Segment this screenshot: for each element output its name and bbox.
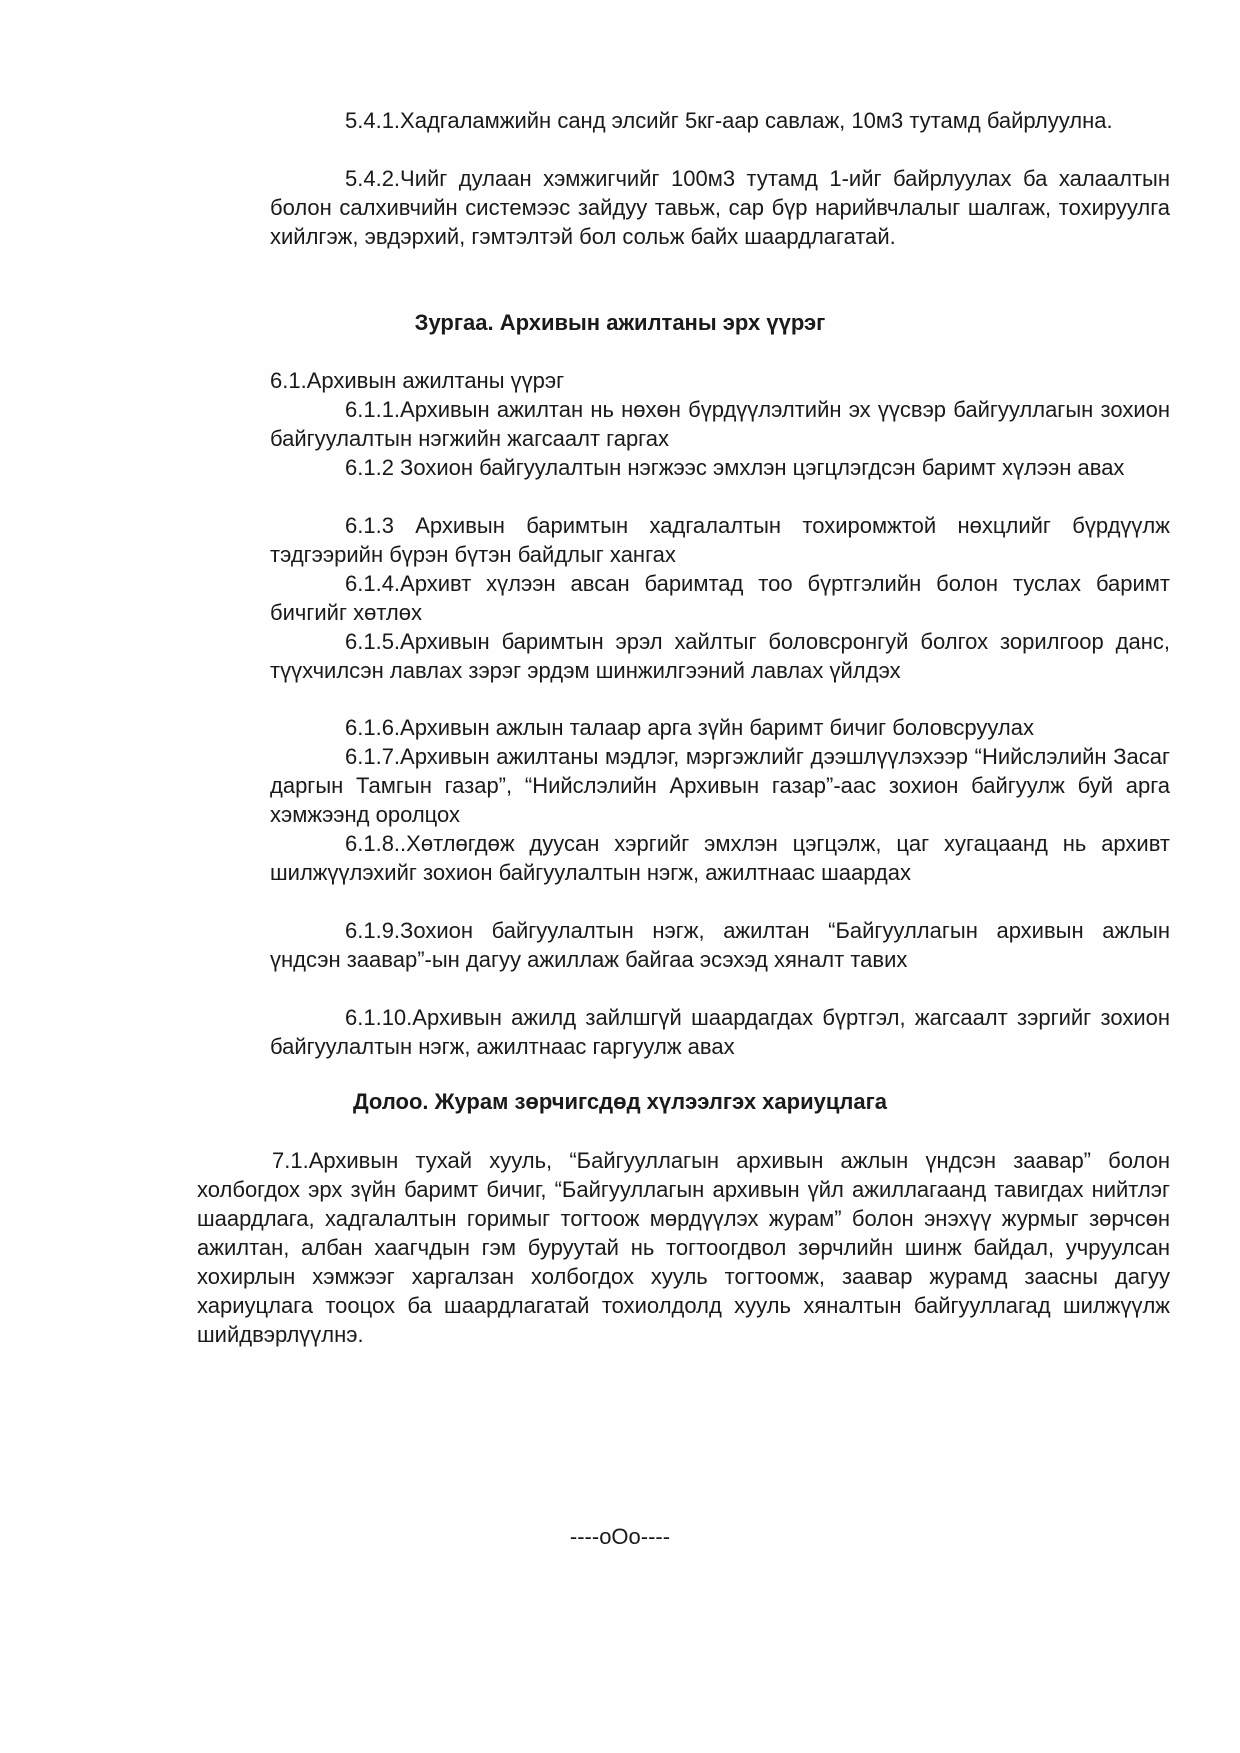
list-item-6-1-4: 6.1.4.Архивт хүлээн авсан баримтад тоо бүртгэлийн болон туслах баримт бичгийг хөтлөх — [270, 571, 1170, 625]
paragraph-5-4-1: 5.4.1.Хадгаламжийн санд элсийг 5кг-аар савлаж, 10м3 тутамд байрлуулна. — [345, 108, 1113, 133]
list-item-6-1-2: 6.1.2 Зохион байгуулалтын нэгжээс эмхлэн цэгцлэгдсэн баримт хүлээн авах — [345, 455, 1125, 480]
list-item-6-1-7: 6.1.7.Архивын ажилтаны мэдлэг, мэргэжлийг дээшлүүлэхээр “Нийслэлийн Засаг даргын Тамгын газар”, “Нийслэлийн Архивын газар”-аас зохион байгуулж буй арга хэмжээнд оролцох — [270, 744, 1170, 827]
list-item-6-1-8: 6.1.8..Хөтлөгдөж дуусан хэргийг эмхлэн цэгцэлж, цаг хугацаанд нь архивт шилжүүлэхийг зохион байгуулалтын нэгж, ажилтнаас шаардах — [270, 831, 1170, 885]
end-mark: ----oOo---- — [569, 1524, 671, 1549]
subheading-6-1: 6.1.Архивын ажилтаны үүрэг — [270, 368, 565, 393]
list-item-6-1-5: 6.1.5.Архивын баримтын эрэл хайлтыг боловсронгуй болгох зорилгоор данс, түүхчилсэн лавлах зэрэг эрдэм шинжилгээний лавлах үйлдэх — [270, 629, 1170, 683]
list-item-6-1-9: 6.1.9.Зохион байгуулалтын нэгж, ажилтан “Байгууллагын архивын ажлын үндсэн заавар”-ын дагуу ажиллаж байгаа эсэхэд хяналт тавих — [270, 918, 1170, 972]
list-item-6-1-3: 6.1.3 Архивын баримтын хадгалалтын тохиромжтой нөхцлийг бүрдүүлж тэдгээрийн бүрэн бүтэн байдлыг хангах — [270, 513, 1170, 567]
list-item-6-1-6: 6.1.6.Архивын ажлын талаар арга зүйн баримт бичиг боловсруулах — [345, 715, 1034, 740]
paragraph-5-4-2: 5.4.2.Чийг дулаан хэмжигчийг 100м3 тутамд 1-ийг байрлуулах ба халаалтын болон салхивчийн системээс зайдуу тавьж, сар бүр нарийвчлалыг шалгаж, тохируулга хийлгэж, эвдэрхий, гэмтэлтэй бол сольж байх шаардлагатай. — [270, 166, 1170, 249]
paragraph-7-1: 7.1.Архивын тухай хууль, “Байгууллагын архивын ажлын үндсэн заавар” болон холбогдох эрх зүйн баримт бичиг, “Байгууллагын архивын үйл ажиллагаанд тавигдах нийтлэг шаардлага, хадгалалтын горимыг тогтоож мөрдүүлэх журам” болон энэхүү журмыг зөрчсөн ажилтан, албан хаагчдын гэм буруутай нь тогтоогдвол зөрчлийн шинж байдал, учруулсан хохирлын хэмжээг харгалзан холбогдох хууль тогтоомж, заавар журамд заасны дагуу хариуцлага тооцох ба шаардлагатай тохиолдолд хууль хяналтын байгууллагад шилжүүлж шийдвэрлүүлнэ. — [197, 1148, 1170, 1347]
section-heading-7: Долоо. Журам зөрчигсдөд хүлээлгэх хариуцлага — [352, 1089, 887, 1114]
list-item-6-1-1: 6.1.1.Архивын ажилтан нь нөхөн бүрдүүлэлтийн эх үүсвэр байгууллагын зохион байгуулалтын нэгжийн жагсаалт гаргах — [270, 397, 1170, 451]
section-heading-6: Зургаа. Архивын ажилтаны эрх үүрэг — [414, 310, 826, 335]
list-item-6-1-10: 6.1.10.Архивын ажилд зайлшгүй шаардагдах бүртгэл, жагсаалт зэргийг зохион байгуулалтын нэгж, ажилтнаас гаргуулж авах — [270, 1005, 1170, 1059]
